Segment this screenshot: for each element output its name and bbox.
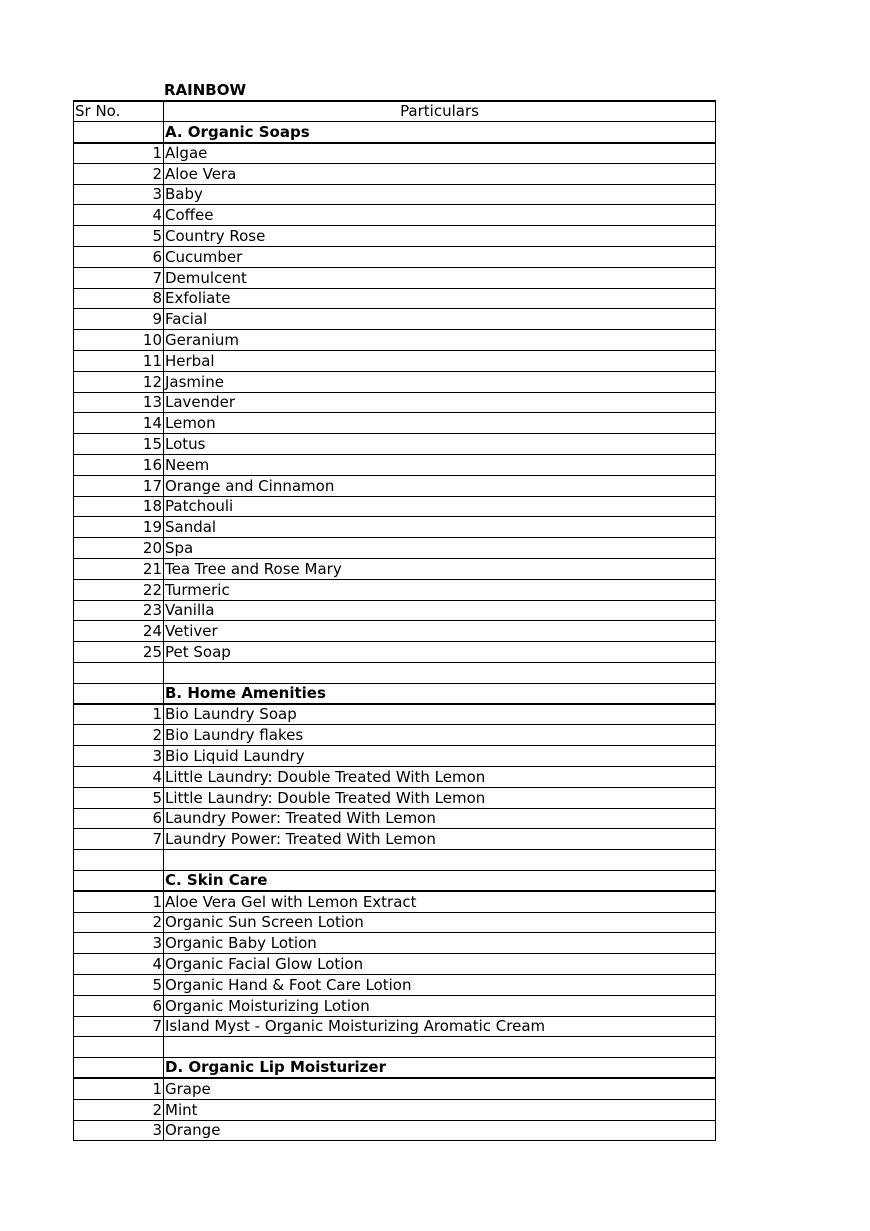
table-row bbox=[74, 184, 716, 205]
section-title: B. Home Amenities bbox=[164, 683, 716, 704]
column-header-particulars: Particulars bbox=[164, 101, 716, 122]
particular-cell: Organic Moisturizing Lotion bbox=[164, 995, 716, 1016]
particular-cell: Sandal bbox=[164, 517, 716, 538]
table-row bbox=[74, 933, 716, 954]
particular-cell: Patchouli bbox=[164, 496, 716, 517]
particular-cell: Mint bbox=[164, 1099, 716, 1120]
serial-number-cell: 1 bbox=[74, 704, 164, 725]
serial-number-cell: 15 bbox=[74, 434, 164, 455]
serial-number-cell: 22 bbox=[74, 579, 164, 600]
serial-number-cell: 7 bbox=[74, 267, 164, 288]
table-body bbox=[74, 122, 716, 1141]
particular-cell: Coffee bbox=[164, 205, 716, 226]
particular-cell: Grape bbox=[164, 1078, 716, 1099]
blank-row bbox=[74, 1037, 716, 1058]
serial-number-cell: 5 bbox=[74, 787, 164, 808]
table-row bbox=[74, 351, 716, 372]
section-number-cell bbox=[74, 122, 164, 143]
serial-number-cell: 1 bbox=[74, 143, 164, 164]
particular-cell: Baby bbox=[164, 184, 716, 205]
table-row bbox=[74, 247, 716, 268]
table-row bbox=[74, 642, 716, 663]
serial-number-cell: 6 bbox=[74, 995, 164, 1016]
serial-number-cell: 4 bbox=[74, 954, 164, 975]
particular-cell: Herbal bbox=[164, 351, 716, 372]
particular-cell: Little Laundry: Double Treated With Lemon bbox=[164, 787, 716, 808]
serial-number-cell: 1 bbox=[74, 1078, 164, 1099]
blank-row bbox=[74, 850, 716, 871]
table-row bbox=[74, 330, 716, 351]
serial-number-cell: 21 bbox=[74, 559, 164, 580]
section-number-cell bbox=[74, 683, 164, 704]
serial-number-cell: 6 bbox=[74, 247, 164, 268]
serial-number-cell: 1 bbox=[74, 891, 164, 912]
table-row bbox=[74, 600, 716, 621]
particular-cell: Cucumber bbox=[164, 247, 716, 268]
serial-number-cell: 3 bbox=[74, 184, 164, 205]
section-header-row bbox=[74, 122, 716, 143]
serial-number-cell: 14 bbox=[74, 413, 164, 434]
table-row bbox=[74, 517, 716, 538]
section-title: D. Organic Lip Moisturizer bbox=[164, 1058, 716, 1079]
serial-number-cell: 20 bbox=[74, 538, 164, 559]
table-row bbox=[74, 704, 716, 725]
blank-cell bbox=[74, 663, 164, 684]
serial-number-cell: 7 bbox=[74, 1016, 164, 1037]
particular-cell: Vanilla bbox=[164, 600, 716, 621]
serial-number-cell: 3 bbox=[74, 933, 164, 954]
table-row bbox=[74, 995, 716, 1016]
section-number-cell bbox=[74, 1058, 164, 1079]
particular-cell: Orange bbox=[164, 1120, 716, 1141]
particular-cell: Aloe Vera bbox=[164, 163, 716, 184]
table-row bbox=[74, 434, 716, 455]
serial-number-cell: 23 bbox=[74, 600, 164, 621]
table-row bbox=[74, 1078, 716, 1099]
table-row bbox=[74, 1016, 716, 1037]
particular-cell: Aloe Vera Gel with Lemon Extract bbox=[164, 891, 716, 912]
column-header-sr-no: Sr No. bbox=[74, 101, 164, 122]
serial-number-cell: 10 bbox=[74, 330, 164, 351]
blank-cell bbox=[164, 850, 716, 871]
particular-cell: Neem bbox=[164, 455, 716, 476]
serial-number-cell: 11 bbox=[74, 351, 164, 372]
particular-cell: Bio Laundry flakes bbox=[164, 725, 716, 746]
table-row bbox=[74, 1099, 716, 1120]
particular-cell: Laundry Power: Treated With Lemon bbox=[164, 808, 716, 829]
serial-number-cell: 3 bbox=[74, 1120, 164, 1141]
table-row bbox=[74, 496, 716, 517]
serial-number-cell: 25 bbox=[74, 642, 164, 663]
document-title: RAINBOW bbox=[164, 81, 247, 99]
table-row bbox=[74, 163, 716, 184]
table-row bbox=[74, 746, 716, 767]
table-row bbox=[74, 288, 716, 309]
section-number-cell bbox=[74, 870, 164, 891]
particular-cell: Orange and Cinnamon bbox=[164, 475, 716, 496]
table-row bbox=[74, 891, 716, 912]
serial-number-cell: 16 bbox=[74, 455, 164, 476]
particular-cell: Laundry Power: Treated With Lemon bbox=[164, 829, 716, 850]
particular-cell: Facial bbox=[164, 309, 716, 330]
serial-number-cell: 2 bbox=[74, 163, 164, 184]
section-title: A. Organic Soaps bbox=[164, 122, 716, 143]
serial-number-cell: 13 bbox=[74, 392, 164, 413]
serial-number-cell: 6 bbox=[74, 808, 164, 829]
particular-cell: Organic Sun Screen Lotion bbox=[164, 912, 716, 933]
header-row bbox=[74, 101, 716, 122]
particular-cell: Lemon bbox=[164, 413, 716, 434]
serial-number-cell: 2 bbox=[74, 912, 164, 933]
serial-number-cell: 18 bbox=[74, 496, 164, 517]
table-row bbox=[74, 621, 716, 642]
serial-number-cell: 7 bbox=[74, 829, 164, 850]
product-list-table bbox=[73, 100, 716, 1141]
table-row bbox=[74, 413, 716, 434]
serial-number-cell: 4 bbox=[74, 205, 164, 226]
blank-row bbox=[74, 663, 716, 684]
table-row bbox=[74, 829, 716, 850]
serial-number-cell: 19 bbox=[74, 517, 164, 538]
serial-number-cell: 17 bbox=[74, 475, 164, 496]
table-row bbox=[74, 912, 716, 933]
table-row bbox=[74, 808, 716, 829]
serial-number-cell: 5 bbox=[74, 974, 164, 995]
particular-cell: Lavender bbox=[164, 392, 716, 413]
table-row bbox=[74, 725, 716, 746]
serial-number-cell: 4 bbox=[74, 767, 164, 788]
particular-cell: Organic Baby Lotion bbox=[164, 933, 716, 954]
table-row bbox=[74, 475, 716, 496]
table-row bbox=[74, 559, 716, 580]
particular-cell: Bio Laundry Soap bbox=[164, 704, 716, 725]
particular-cell: Lotus bbox=[164, 434, 716, 455]
particular-cell: Organic Facial Glow Lotion bbox=[164, 954, 716, 975]
serial-number-cell: 24 bbox=[74, 621, 164, 642]
serial-number-cell: 2 bbox=[74, 725, 164, 746]
particular-cell: Turmeric bbox=[164, 579, 716, 600]
blank-cell bbox=[74, 1037, 164, 1058]
serial-number-cell: 8 bbox=[74, 288, 164, 309]
table-row bbox=[74, 538, 716, 559]
section-header-row bbox=[74, 1058, 716, 1079]
table-row bbox=[74, 974, 716, 995]
table-row bbox=[74, 371, 716, 392]
table-row bbox=[74, 226, 716, 247]
table-row bbox=[74, 309, 716, 330]
particular-cell: Country Rose bbox=[164, 226, 716, 247]
particular-cell: Little Laundry: Double Treated With Lemon bbox=[164, 767, 716, 788]
serial-number-cell: 3 bbox=[74, 746, 164, 767]
table-row bbox=[74, 767, 716, 788]
table-row bbox=[74, 787, 716, 808]
table-row bbox=[74, 455, 716, 476]
particular-cell: Island Myst - Organic Moisturizing Aromatic Cream bbox=[164, 1016, 716, 1037]
blank-cell bbox=[164, 663, 716, 684]
particular-cell: Bio Liquid Laundry bbox=[164, 746, 716, 767]
particular-cell: Exfoliate bbox=[164, 288, 716, 309]
table-row bbox=[74, 392, 716, 413]
table-row bbox=[74, 579, 716, 600]
section-header-row bbox=[74, 683, 716, 704]
table-row bbox=[74, 205, 716, 226]
particular-cell: Demulcent bbox=[164, 267, 716, 288]
table-row bbox=[74, 267, 716, 288]
particular-cell: Jasmine bbox=[164, 371, 716, 392]
particular-cell: Pet Soap bbox=[164, 642, 716, 663]
table-row bbox=[74, 1120, 716, 1141]
serial-number-cell: 9 bbox=[74, 309, 164, 330]
blank-cell bbox=[74, 850, 164, 871]
blank-cell bbox=[164, 1037, 716, 1058]
particular-cell: Spa bbox=[164, 538, 716, 559]
serial-number-cell: 12 bbox=[74, 371, 164, 392]
table-row bbox=[74, 954, 716, 975]
section-header-row bbox=[74, 870, 716, 891]
particular-cell: Vetiver bbox=[164, 621, 716, 642]
table-row bbox=[74, 143, 716, 164]
section-title: C. Skin Care bbox=[164, 870, 716, 891]
particular-cell: Organic Hand & Foot Care Lotion bbox=[164, 974, 716, 995]
particular-cell: Tea Tree and Rose Mary bbox=[164, 559, 716, 580]
particular-cell: Geranium bbox=[164, 330, 716, 351]
serial-number-cell: 2 bbox=[74, 1099, 164, 1120]
particular-cell: Algae bbox=[164, 143, 716, 164]
serial-number-cell: 5 bbox=[74, 226, 164, 247]
